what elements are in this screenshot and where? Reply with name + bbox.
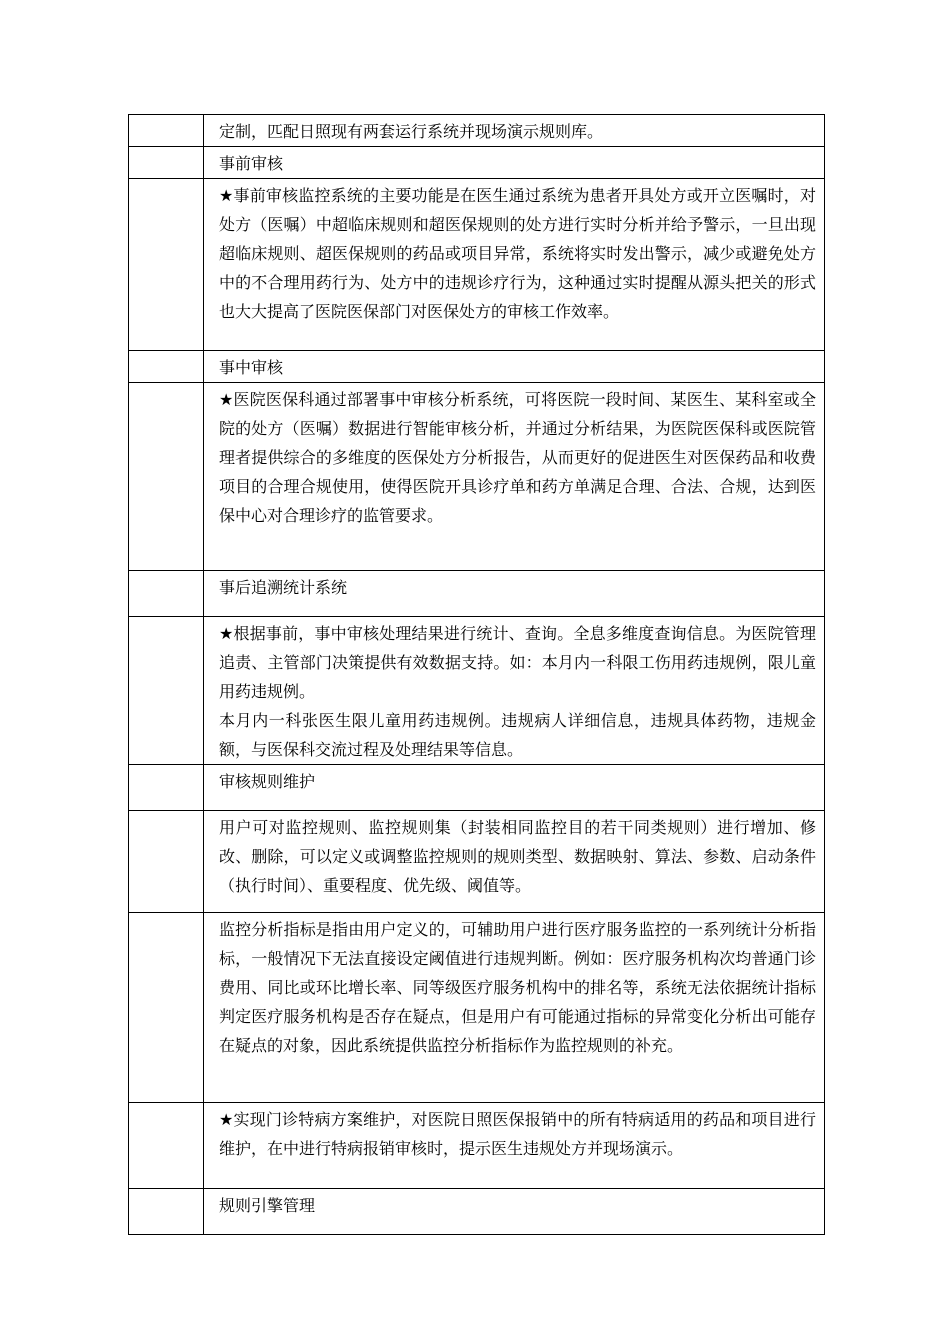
- table-cell-index: [129, 913, 204, 1103]
- section-heading: [204, 765, 824, 796]
- cell-text: [204, 179, 824, 326]
- section-heading: [204, 147, 824, 178]
- table-row: [129, 1189, 825, 1235]
- cell-text: [204, 913, 824, 1060]
- table-cell-index: [129, 383, 204, 571]
- table-cell-content: [204, 1189, 825, 1235]
- table-cell-content: [204, 351, 825, 383]
- table-row: [129, 115, 825, 147]
- table-cell-index: [129, 147, 204, 179]
- table-row: [129, 765, 825, 811]
- table-row: [129, 179, 825, 351]
- table-row: [129, 913, 825, 1103]
- cell-paragraph: 监控分析指标是指由用户定义的，可辅助用户进行医疗服务监控的一系列统计分析指标，一般情况下无法直接设定阈值进行违规判断。例如：医疗服务机构次均普通门诊费用、同比或环比增长率、同等级医疗服务机构中的排名等，系统无法依据统计指标判定医疗服务机构是否存在疑点，但是用户有可能通过指标的异常变化分析出可能存在疑点的对象，因此系统提供监控分析指标作为监控规则的补充。: [219, 920, 816, 1055]
- cell-paragraph: 用户可对监控规则、监控规则集（封装相同监控目的若干同类规则）进行增加、修改、删除，可以定义或调整监控规则的规则类型、数据映射、算法、参数、启动条件（执行时间）、重要程度、优先级、阈值等。: [219, 818, 816, 895]
- cell-text: [204, 617, 824, 764]
- section-heading: [204, 571, 824, 602]
- table-cell-content: [204, 147, 825, 179]
- table-cell-index: [129, 765, 204, 811]
- table-row: [129, 383, 825, 571]
- section-heading: [204, 1189, 824, 1220]
- table-cell-content: [204, 179, 825, 351]
- cell-paragraph: ★医院医保科通过部署事中审核分析系统，可将医院一段时间、某医生、某科室或全院的处方（医嘱）数据进行智能审核分析，并通过分析结果，为医院医保科或医院管理者提供综合的多维度的医保处方分析报告，从而更好的促进医生对医保药品和收费项目的合理合规使用，使得医院开具诊疗单和药方单满足合理、合法、合规，达到医保中心对合理诊疗的监管要求。: [219, 390, 816, 525]
- table-cell-index: [129, 811, 204, 913]
- section-heading: [204, 351, 824, 382]
- cell-text: [204, 1103, 824, 1163]
- table-cell-content: [204, 1103, 825, 1189]
- cell-paragraph: 事前审核: [219, 154, 284, 173]
- cell-text: [204, 115, 824, 146]
- cell-paragraph: 定制，匹配日照现有两套运行系统并现场演示规则库。: [219, 122, 604, 141]
- table-cell-index: [129, 115, 204, 147]
- cell-paragraph: 事中审核: [219, 358, 284, 377]
- requirements-table: [128, 114, 825, 1235]
- cell-paragraph: 本月内一科张医生限儿童用药违规例。违规病人详细信息，违规具体药物，违规金额，与医保科交流过程及处理结果等信息。: [219, 711, 816, 759]
- table-cell-index: [129, 571, 204, 617]
- table-cell-index: [129, 351, 204, 383]
- table-cell-content: [204, 913, 825, 1103]
- table-cell-content: [204, 617, 825, 765]
- table-cell-content: [204, 383, 825, 571]
- cell-text: [204, 811, 824, 900]
- cell-paragraph: 审核规则维护: [219, 772, 316, 791]
- table-cell-content: [204, 811, 825, 913]
- table-row: [129, 351, 825, 383]
- table-cell-index: [129, 179, 204, 351]
- table-cell-index: [129, 1103, 204, 1189]
- table-row: [129, 617, 825, 765]
- table-cell-index: [129, 617, 204, 765]
- cell-paragraph: 规则引擎管理: [219, 1196, 316, 1215]
- table-cell-index: [129, 1189, 204, 1235]
- table-cell-content: [204, 765, 825, 811]
- cell-paragraph: ★实现门诊特病方案维护，对医院日照医保报销中的所有特病适用的药品和项目进行维护，在中进行特病报销审核时，提示医生违规处方并现场演示。: [219, 1110, 816, 1158]
- table-row: [129, 811, 825, 913]
- table-cell-content: [204, 115, 825, 147]
- table-cell-content: [204, 571, 825, 617]
- cell-paragraph: ★事前审核监控系统的主要功能是在医生通过系统为患者开具处方或开立医嘱时，对处方（医嘱）中超临床规则和超医保规则的处方进行实时分析并给予警示，一旦出现超临床规则、超医保规则的药品或项目异常，系统将实时发出警示，减少或避免处方中的不合理用药行为、处方中的违规诊疗行为，这种通过实时提醒从源头把关的形式也大大提高了医院医保部门对医保处方的审核工作效率。: [219, 186, 816, 321]
- table-row: [129, 147, 825, 179]
- table-row: [129, 571, 825, 617]
- cell-paragraph: ★根据事前，事中审核处理结果进行统计、查询。全息多维度查询信息。为医院管理追责、主管部门决策提供有效数据支持。如：本月内一科限工伤用药违规例，限儿童用药违规例。: [219, 624, 816, 701]
- cell-text: [204, 383, 824, 530]
- table-row: [129, 1103, 825, 1189]
- cell-paragraph: 事后追溯统计系统: [219, 578, 348, 597]
